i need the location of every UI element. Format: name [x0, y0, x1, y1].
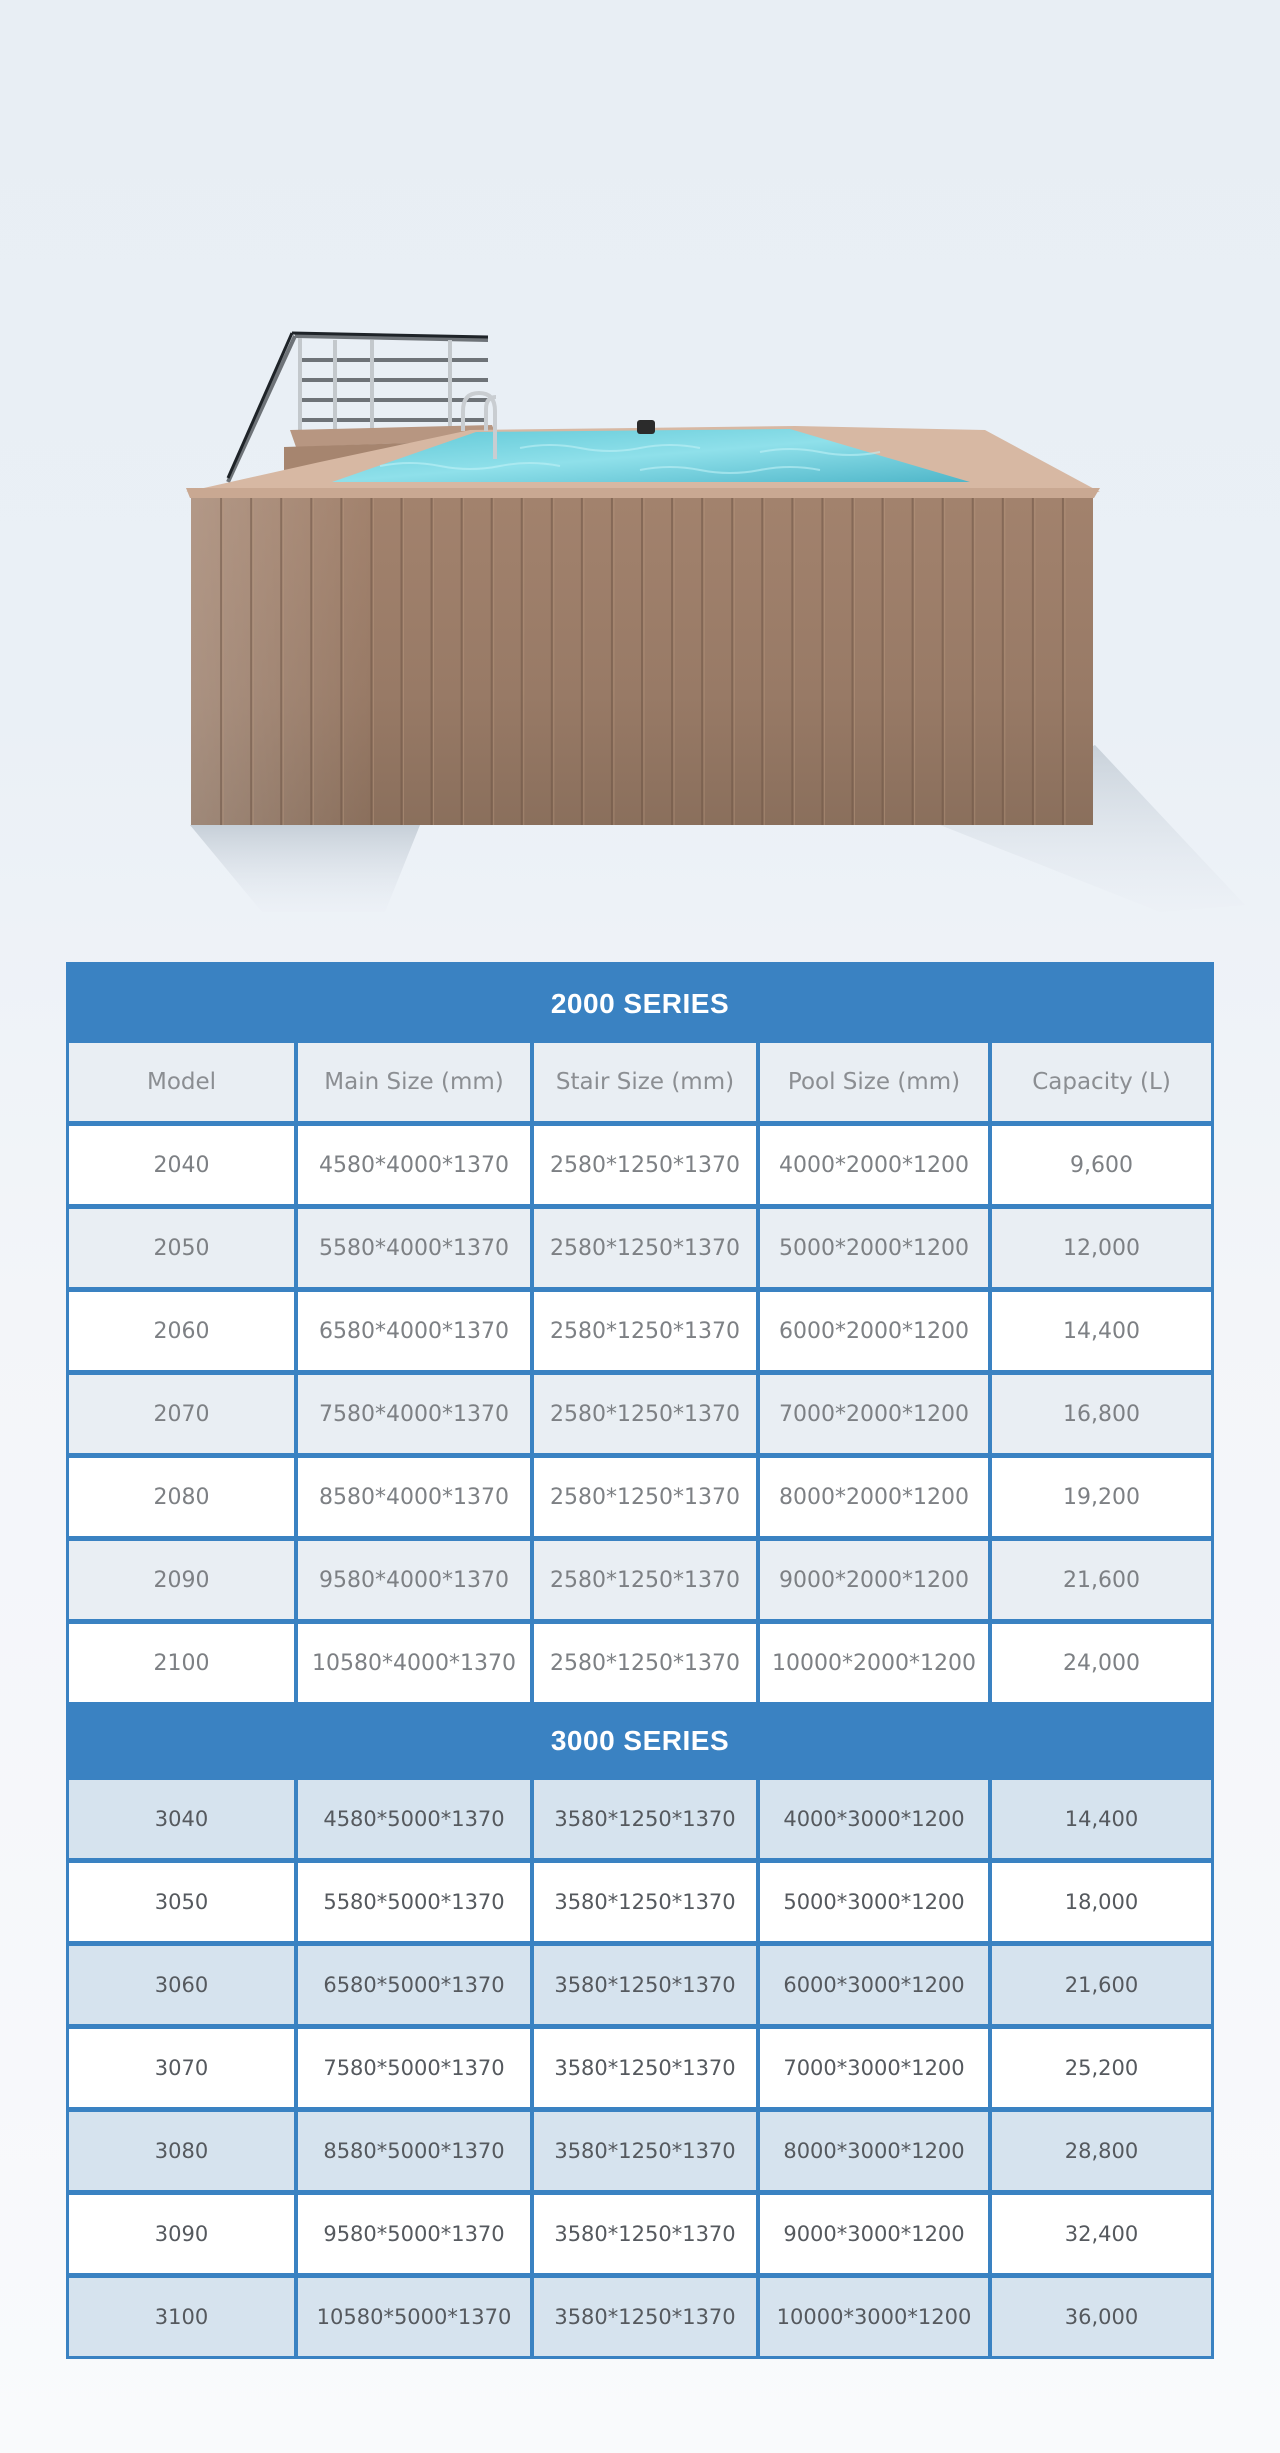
cell-stair-size: 2580*1250*1370: [534, 1458, 756, 1536]
cell-capacity: 18,000: [992, 1863, 1211, 1941]
shadow-left: [190, 825, 420, 912]
cell-main-size: 9580*5000*1370: [298, 2195, 530, 2273]
cell-model: 3060: [69, 1946, 294, 2024]
cell-capacity: 24,000: [992, 1624, 1211, 1702]
cell-main-size: 5580*5000*1370: [298, 1863, 530, 1941]
cell-capacity: 32,400: [992, 2195, 1211, 2273]
table-row: [69, 1458, 1211, 1536]
table-row: [69, 1375, 1211, 1453]
header-pool-size: Pool Size (mm): [760, 1043, 988, 1121]
cell-model: 3090: [69, 2195, 294, 2273]
cell-main-size: 8580*5000*1370: [298, 2112, 530, 2190]
cell-pool-size: 8000*2000*1200: [760, 1458, 988, 1536]
cell-capacity: 14,400: [992, 1780, 1211, 1858]
cell-main-size: 8580*4000*1370: [298, 1458, 530, 1536]
cell-stair-size: 2580*1250*1370: [534, 1292, 756, 1370]
cell-model: 2070: [69, 1375, 294, 1453]
series-3000: [69, 1702, 1211, 2356]
cell-capacity: 9,600: [992, 1126, 1211, 1204]
table-row: [69, 1126, 1211, 1204]
cell-model: 3050: [69, 1863, 294, 1941]
cell-model: 3070: [69, 2029, 294, 2107]
cell-main-size: 10580*5000*1370: [298, 2278, 530, 2356]
table-header-row: [69, 1043, 1211, 1121]
cell-pool-size: 8000*3000*1200: [760, 2112, 988, 2190]
skimmer-icon: [637, 420, 655, 434]
table-row: [69, 2278, 1211, 2356]
cell-model: 3040: [69, 1780, 294, 1858]
cell-pool-size: 4000*3000*1200: [760, 1780, 988, 1858]
cell-capacity: 36,000: [992, 2278, 1211, 2356]
cell-pool-size: 9000*2000*1200: [760, 1541, 988, 1619]
cell-stair-size: 2580*1250*1370: [534, 1209, 756, 1287]
cell-model: 2080: [69, 1458, 294, 1536]
cell-main-size: 6580*5000*1370: [298, 1946, 530, 2024]
header-capacity: Capacity (L): [992, 1043, 1211, 1121]
cell-model: 2040: [69, 1126, 294, 1204]
cell-stair-size: 3580*1250*1370: [534, 2112, 756, 2190]
series-2000-header: 2000 SERIES: [69, 965, 1211, 1043]
cell-model: 3080: [69, 2112, 294, 2190]
cell-pool-size: 9000*3000*1200: [760, 2195, 988, 2273]
wood-clad-pool-icon: [0, 0, 1280, 940]
cell-model: 2100: [69, 1624, 294, 1702]
table-row: [69, 1946, 1211, 2024]
cell-stair-size: 3580*1250*1370: [534, 1946, 756, 2024]
cell-stair-size: 2580*1250*1370: [534, 1624, 756, 1702]
cell-main-size: 10580*4000*1370: [298, 1624, 530, 1702]
cell-capacity: 28,800: [992, 2112, 1211, 2190]
table-row: [69, 2029, 1211, 2107]
cell-pool-size: 7000*3000*1200: [760, 2029, 988, 2107]
cell-capacity: 21,600: [992, 1541, 1211, 1619]
cell-main-size: 6580*4000*1370: [298, 1292, 530, 1370]
cell-stair-size: 2580*1250*1370: [534, 1126, 756, 1204]
header-main-size: Main Size (mm): [298, 1043, 530, 1121]
cell-pool-size: 7000*2000*1200: [760, 1375, 988, 1453]
cell-pool-size: 6000*3000*1200: [760, 1946, 988, 2024]
table-row: [69, 1541, 1211, 1619]
header-model: Model: [69, 1043, 294, 1121]
cell-main-size: 5580*4000*1370: [298, 1209, 530, 1287]
table-row: [69, 1780, 1211, 1858]
cell-stair-size: 3580*1250*1370: [534, 2278, 756, 2356]
cell-capacity: 12,000: [992, 1209, 1211, 1287]
series-3000-header: 3000 SERIES: [69, 1702, 1211, 1780]
spec-table: [66, 962, 1214, 2359]
cell-stair-size: 3580*1250*1370: [534, 1863, 756, 1941]
cell-main-size: 4580*5000*1370: [298, 1780, 530, 1858]
cell-model: 2050: [69, 1209, 294, 1287]
cell-stair-size: 3580*1250*1370: [534, 2195, 756, 2273]
product-hero: [0, 0, 1280, 940]
table-row: [69, 1863, 1211, 1941]
cell-stair-size: 3580*1250*1370: [534, 1780, 756, 1858]
cell-pool-size: 5000*3000*1200: [760, 1863, 988, 1941]
cell-main-size: 7580*4000*1370: [298, 1375, 530, 1453]
cell-capacity: 25,200: [992, 2029, 1211, 2107]
cell-main-size: 9580*4000*1370: [298, 1541, 530, 1619]
cell-capacity: 19,200: [992, 1458, 1211, 1536]
cell-model: 2090: [69, 1541, 294, 1619]
table-row: [69, 2112, 1211, 2190]
cell-pool-size: 4000*2000*1200: [760, 1126, 988, 1204]
cell-capacity: 14,400: [992, 1292, 1211, 1370]
table-row: [69, 1292, 1211, 1370]
cell-pool-size: 6000*2000*1200: [760, 1292, 988, 1370]
cell-stair-size: 3580*1250*1370: [534, 2029, 756, 2107]
pool-rim: [186, 488, 1100, 498]
header-stair-size: Stair Size (mm): [534, 1043, 756, 1121]
table-row: [69, 1209, 1211, 1287]
series-2000: [69, 965, 1211, 1702]
cell-capacity: 16,800: [992, 1375, 1211, 1453]
cell-model: 3100: [69, 2278, 294, 2356]
cell-pool-size: 5000*2000*1200: [760, 1209, 988, 1287]
cell-capacity: 21,600: [992, 1946, 1211, 2024]
cell-stair-size: 2580*1250*1370: [534, 1541, 756, 1619]
table-row: [69, 1624, 1211, 1702]
table-row: [69, 2195, 1211, 2273]
cell-pool-size: 10000*3000*1200: [760, 2278, 988, 2356]
cell-pool-size: 10000*2000*1200: [760, 1624, 988, 1702]
cell-model: 2060: [69, 1292, 294, 1370]
cell-stair-size: 2580*1250*1370: [534, 1375, 756, 1453]
cell-main-size: 7580*5000*1370: [298, 2029, 530, 2107]
cell-main-size: 4580*4000*1370: [298, 1126, 530, 1204]
